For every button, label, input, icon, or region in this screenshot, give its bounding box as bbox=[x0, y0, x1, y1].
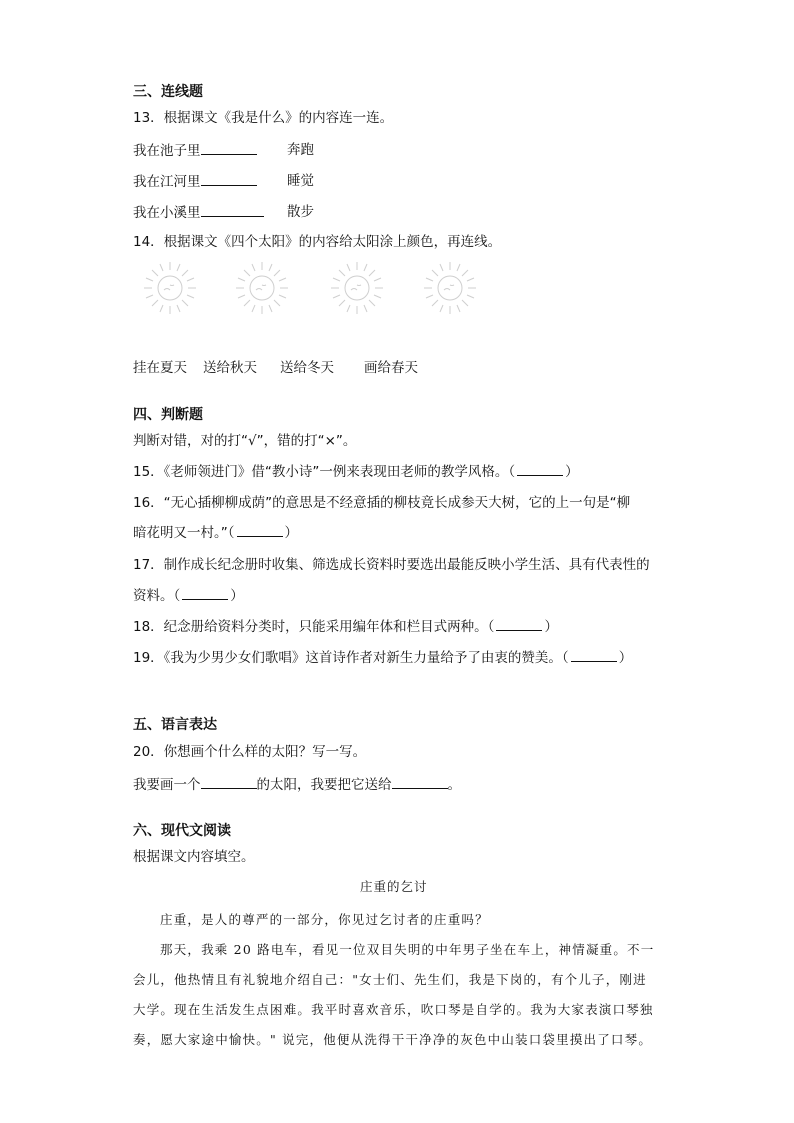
passage-line: 奏，愿大家途中愉快。" 说完，他便从洗得干干净净的灰色中山装口袋里摸出了口琴。 bbox=[133, 1032, 653, 1047]
sun-icon[interactable] bbox=[420, 258, 480, 318]
close-paren: ） bbox=[230, 588, 244, 604]
q17-line2 bbox=[133, 586, 244, 606]
q13-left-label: 我在江河里 bbox=[133, 174, 201, 190]
passage-line: 会儿，他热情且有礼貌地介绍自己："女士们、先生们，我是下岗的，有个儿子，刚进 bbox=[133, 972, 647, 987]
q20-fill-line bbox=[133, 774, 461, 795]
q17-text: 资料。（ bbox=[133, 588, 181, 604]
answer-blank[interactable] bbox=[201, 202, 264, 217]
sun-icon[interactable] bbox=[327, 258, 387, 318]
close-paren: ） bbox=[618, 650, 633, 666]
answer-blank[interactable] bbox=[201, 140, 257, 155]
passage-line: 那天，我乘 20 路电车，看见一位双目失明的中年男子坐在车上，神情凝重。不一 bbox=[160, 942, 655, 957]
section5-heading: 五、语言表达 bbox=[133, 717, 217, 733]
q13-left-item bbox=[133, 202, 264, 223]
answer-blank[interactable] bbox=[571, 649, 617, 662]
q13-left-item bbox=[133, 171, 257, 192]
q13-right-item: 散步 bbox=[287, 204, 314, 220]
q16-line1: 16．“无心插柳柳成荫”的意思是不经意插的柳枝竟长成参天大树，它的上一句是“柳 bbox=[133, 495, 631, 511]
q19-line bbox=[133, 648, 632, 668]
q20-fill-part3: 。 bbox=[447, 777, 461, 793]
q20-fill-part1: 我要画一个 bbox=[133, 777, 201, 793]
q16-line2 bbox=[133, 523, 298, 543]
q18-text: 18．纪念册给资料分类时，只能采用编年体和栏目式两种。（ bbox=[133, 619, 495, 635]
q19-text: 19．《我为少男少女们歌唱》这首诗作者对新生力量给予了由衷的赞美。（ bbox=[133, 650, 569, 666]
q13-left-label: 我在小溪里 bbox=[133, 205, 201, 221]
q13-right-item: 睡觉 bbox=[287, 173, 314, 189]
q20-fill-part2: 的太阳，我要把它送给 bbox=[256, 777, 392, 793]
passage-paragraph: 庄重，是人的尊严的一部分，你见过乞讨者的庄重吗？ bbox=[160, 912, 489, 927]
q14-option: 送给秋天 bbox=[203, 360, 257, 376]
answer-blank[interactable] bbox=[237, 524, 283, 537]
q14-prompt: 14．根据课文《四个太阳》的内容给太阳涂上颜色，再连线。 bbox=[133, 234, 502, 250]
q13-left-item bbox=[133, 140, 257, 161]
q13-prompt: 13．根据课文《我是什么》的内容连一连。 bbox=[133, 110, 394, 126]
sun-icon[interactable] bbox=[140, 258, 200, 318]
close-paren: ） bbox=[284, 525, 298, 541]
section4-heading: 四、判断题 bbox=[133, 407, 203, 423]
section6-heading: 六、现代文阅读 bbox=[133, 823, 231, 839]
q16-text: 暗花明又一村。”（ bbox=[133, 525, 235, 541]
q17-line1: 17．制作成长纪念册时收集、筛选成长资料时要选出最能反映小学生活、具有代表性的 bbox=[133, 557, 650, 573]
q15-text: 15．《老师领进门》借“教小诗”一例来表现田老师的教学风格。（ bbox=[133, 464, 516, 480]
answer-blank[interactable] bbox=[201, 774, 257, 789]
close-paren: ） bbox=[544, 619, 558, 635]
answer-blank[interactable] bbox=[392, 774, 448, 789]
q14-option: 画给春天 bbox=[364, 360, 418, 376]
section4-instruction: 判断对错，对的打“√”，错的打“×”。 bbox=[133, 433, 357, 449]
answer-blank[interactable] bbox=[517, 463, 563, 476]
section3-heading: 三、连线题 bbox=[133, 84, 203, 100]
passage-line: 大学。现在生活发生点困难。我平时喜欢音乐，吹口琴是自学的。我为大家表演口琴独 bbox=[133, 1002, 654, 1017]
q20-prompt: 20．你想画个什么样的太阳？写一写。 bbox=[133, 744, 367, 760]
passage-title: 庄重的乞讨 bbox=[360, 879, 428, 894]
section6-instruction: 根据课文内容填空。 bbox=[133, 849, 255, 865]
answer-blank[interactable] bbox=[496, 618, 542, 631]
q18-line bbox=[133, 617, 558, 637]
q14-option: 挂在夏天 bbox=[133, 360, 187, 376]
answer-blank[interactable] bbox=[182, 587, 228, 600]
q13-right-item: 奔跑 bbox=[287, 142, 314, 158]
sun-icon[interactable] bbox=[232, 258, 292, 318]
q13-left-label: 我在池子里 bbox=[133, 143, 201, 159]
close-paren: ） bbox=[565, 464, 579, 480]
q15-line bbox=[133, 462, 579, 482]
answer-blank[interactable] bbox=[201, 171, 257, 186]
q14-option: 送给冬天 bbox=[280, 360, 334, 376]
